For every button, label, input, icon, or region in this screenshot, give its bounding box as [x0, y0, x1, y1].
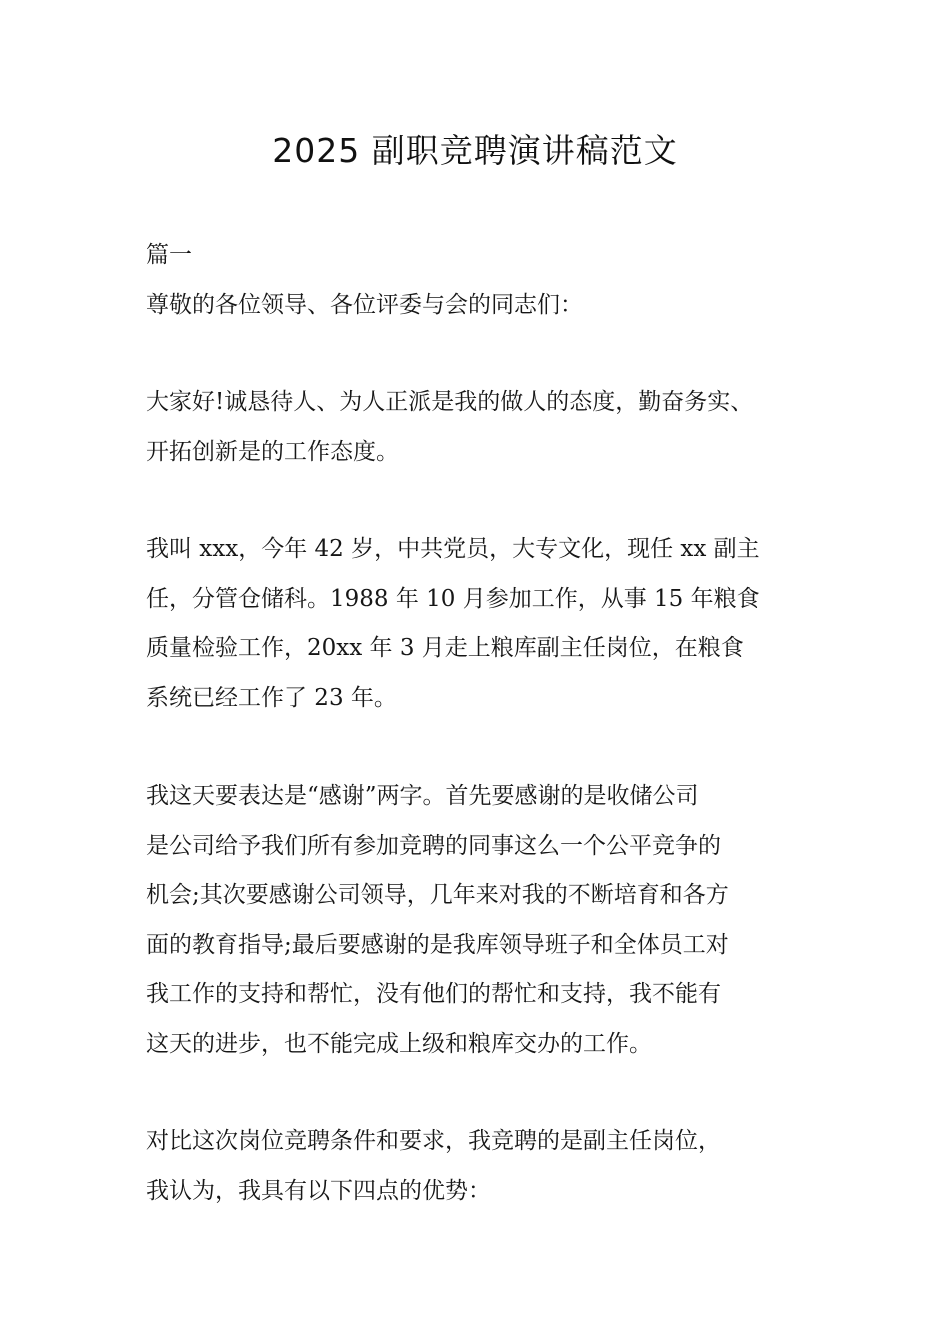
paragraph-text: 我叫 xxx，今年 42 岁，中共党员，大专文化，现任 xx 副主 任，分管仓储科。1988 年 10 月参加工作，从事 15 年粮食 质量检验工作，20xx 年 3 月走上粮库副主任岗位，在粮食 系统已经工作了 23 年。: [146, 536, 760, 711]
paragraph-2: [146, 525, 836, 723]
paragraph-4: [146, 1117, 836, 1216]
paragraph-text: 我这天要表达是“感谢”两字。首先要感谢的是收储公司 是公司给予我们所有参加竞聘的同事这么一个公平竞争的 机会;其次要感谢公司领导，几年来对我的不断培育和各方 面的教育指导;最后要感谢的是我库领导班子和全体员工对 我工作的支持和帮忙，没有他们的帮忙和支持，我不能有 这天的进步，也不能完成上级和粮库交办的工作。: [146, 783, 729, 1057]
section-label: 篇一: [146, 242, 192, 268]
paragraph-text: 大家好!诚恳待人、为人正派是我的做人的态度，勤奋务实、 开拓创新是的工作态度。: [146, 389, 754, 465]
greeting-line: 尊敬的各位领导、各位评委与会的同志们：: [146, 291, 583, 318]
document-title: 2025 副职竞聘演讲稿范文: [272, 131, 678, 170]
paragraph-text: 对比这次岗位竞聘条件和要求，我竞聘的是副主任岗位， 我认为，我具有以下四点的优势：: [146, 1128, 721, 1204]
paragraph-3: [146, 772, 836, 1069]
document-body-head: [146, 231, 836, 330]
paragraph-1: [146, 378, 836, 477]
